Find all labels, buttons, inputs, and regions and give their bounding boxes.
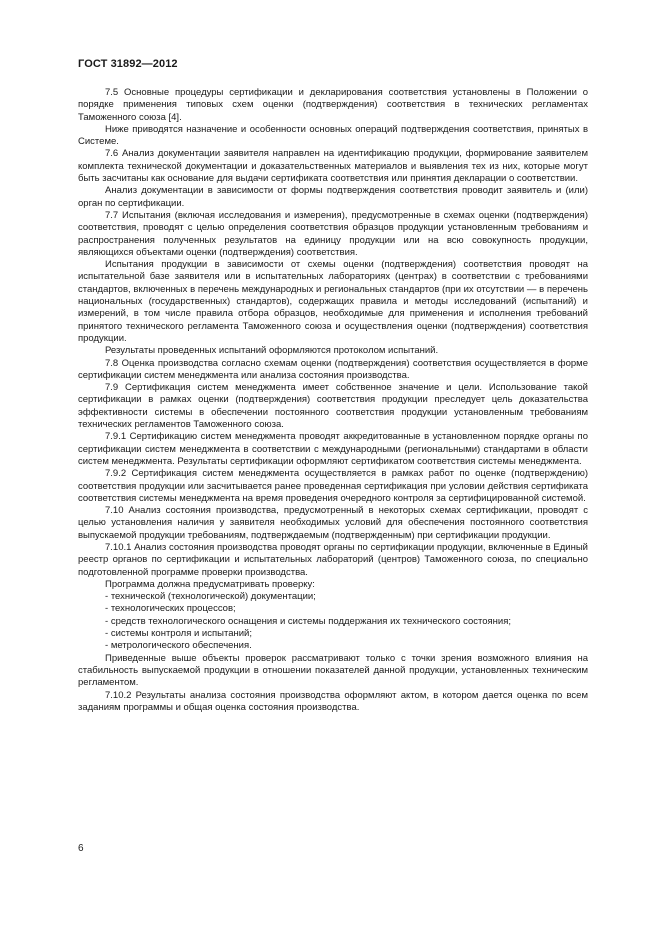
paragraph-7-9: 7.9 Сертификация систем менеджмента имеет собственное значение и цели. Использование такой сертификации в рамках оценки (подтверждения) соответствия продукции преследует цель доказательства эффективности системы в обеспечении постоянного соответствия продукции установленным требованиям технических регламентов Таможенного союза. [78,382,588,431]
document-header: ГОСТ 31892—2012 [78,58,178,70]
paragraph: Ниже приводятся назначение и особенности основных операций подтверждения соответствия, принятых в Системе. [78,123,588,148]
paragraph-7-10: 7.10 Анализ состояния производства, предусмотренный в некоторых схемах сертификации, проводят с целью установления наличия у заявителя необходимых условий для обеспечения постоянного соответствия выпускаемой продукции требованиям, подтверждаемым (подтвержденным) при сертификации продукции. [78,505,588,541]
list-item: - технической (технологической) документации; [78,591,588,603]
list-item: - системы контроля и испытаний; [78,628,588,640]
document-body [78,87,588,714]
list-item: - средств технологического оснащения и системы поддержания их технического состояния; [78,616,588,628]
paragraph-7-7: 7.7 Испытания (включая исследования и измерения), предусмотренные в схемах оценки (подтверждения) соответствия, проводят с целью определения соответствия образцов продукции установленным требованиям и распространения полученных результатов на единицу продукции или на всю совокупность продукции, являющихся объектами оценки (подтверждения) соответствия. [78,209,588,258]
paragraph: Программа должна предусматривать проверку: [105,578,315,590]
paragraph-7-10-1: 7.10.1 Анализ состояния производства проводят органы по сертификации продукции, включенные в Единый реестр органов по сертификации и испытательных лабораторий (центров) Таможенного союза, по специально подготовленной программе проверки производства. [78,541,588,578]
paragraph: Приведенные выше объекты проверок рассматривают только с точки зрения возможного влияния на стабильность выпускаемой продукции в отношении показателей данной продукции, установленных техническим регламентом. [78,652,588,689]
paragraph: Анализ документации в зависимости от формы подтверждения соответствия проводит заявитель и (или) орган по сертификации. [78,185,588,209]
checklist [78,591,588,652]
paragraph-7-6: 7.6 Анализ документации заявителя направлен на идентификацию продукции, формирование заявителем комплекта технической документации и доказательственных материалов и выявления тех из них, которые могут быть засчитаны как основание для выдачи сертификата соответствия или принятия декларации о соответствии. [78,148,588,185]
paragraph-7-9-1: 7.9.1 Сертификацию систем менеджмента проводят аккредитованные в установленном порядке органы по сертификации систем менеджмента в соответствии с международными (региональными) стандартами в области систем менеджмента. Результаты сертификации оформляют сертификатом соответствия системы менеджмента. [78,431,588,467]
paragraph: Результаты проведенных испытаний оформляются протоколом испытаний. [105,345,439,357]
list-item: - метрологического обеспечения. [78,640,588,652]
paragraph-7-10-2: 7.10.2 Результаты анализа состояния производства оформляют актом, в котором дается оценка по всем заданиям программы и общая оценка состояния производства. [78,689,588,713]
paragraph-7-8: 7.8 Оценка производства согласно схемам оценки (подтверждения) соответствия осуществляется в форме сертификации систем менеджмента или анализа состояния производства. [78,357,588,381]
paragraph-7-9-2: 7.9.2 Сертификация систем менеджмента осуществляется в рамках работ по оценке (подтверждению) соответствия продукции или засчитывается ранее проведенная сертификация при условии действия сертификата соответствия системы менеджмента на время проведения очередного контроля за сертифицированной системой. [78,468,588,504]
paragraph: Испытания продукции в зависимости от схемы оценки (подтверждения) соответствия проводят на испытательной базе заявителя или в испытательных лабораториях (центрах) в соответствии с требованиями стандартов, включенных в перечень международных и региональных стандартов (при их отсутствии — в перечень национальных (государственных) стандартов), содержащих правила и методы исследований (испытаний) и измерений, в том числе правила отбора образцов, необходимые для применения и исполнения требований принятого технического регламента Таможенного союза и осуществления оценки (подтверждения) соответствия продукции. [78,259,588,344]
paragraph-7-5: 7.5 Основные процедуры сертификации и декларирования соответствия установлены в Положении о порядке применения типовых схем оценки (подтверждения) соответствия в технических регламентах Таможенного союза [4]. [78,87,588,123]
page-number: 6 [78,843,84,854]
list-item: - технологических процессов; [78,603,588,615]
